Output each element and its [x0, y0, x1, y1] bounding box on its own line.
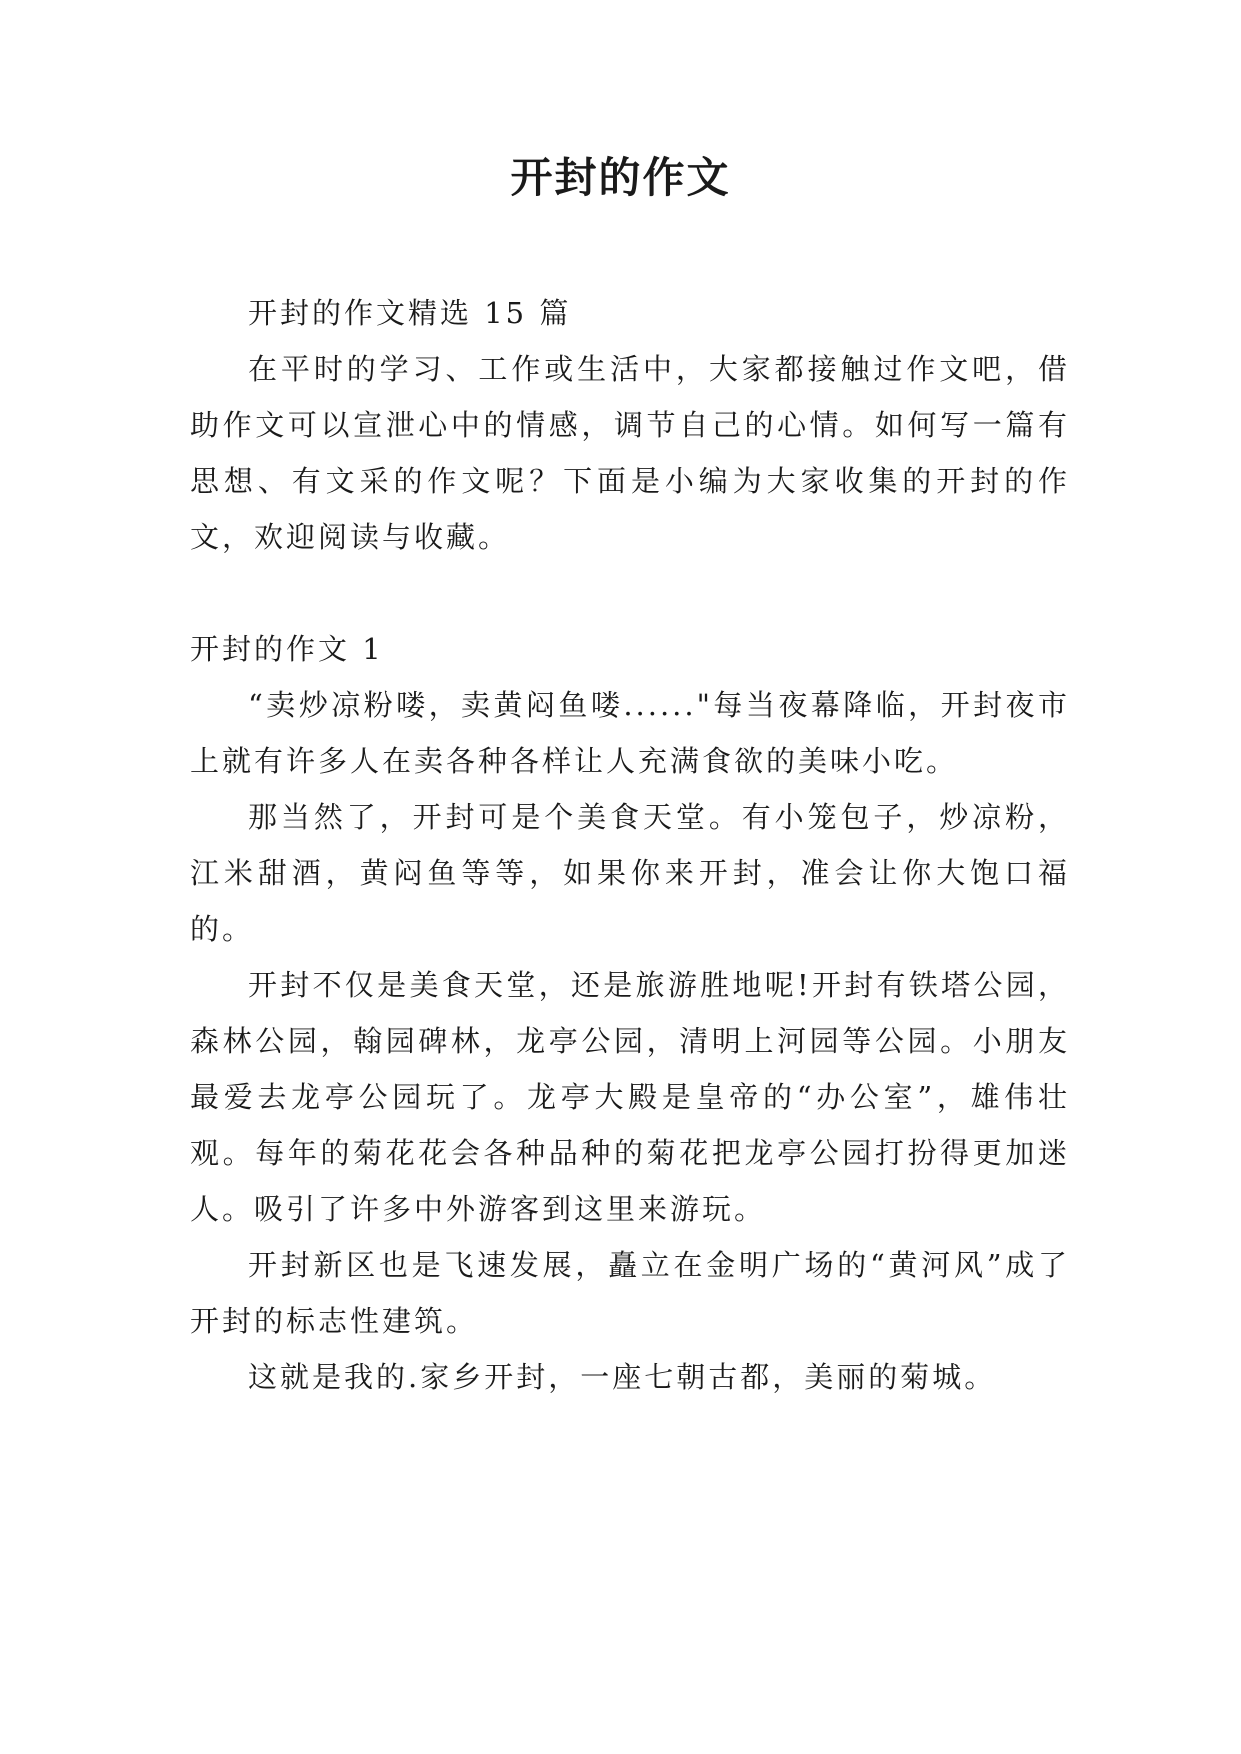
body-paragraph: 开封新区也是飞速发展，矗立在金明广场的“黄河风”成了开封的标志性建筑。	[190, 1248, 1070, 1338]
intro-paragraph: 在平时的学习、工作或生活中，大家都接触过作文吧，借助作文可以宣泄心中的情感，调节自己的心情。如何写一篇有思想、有文采的作文呢？下面是小编为大家收集的开封的作文，欢迎阅读与收藏。	[190, 352, 1070, 554]
section-heading: 开封的作文 1	[190, 632, 384, 666]
body-paragraph: 那当然了，开封可是个美食天堂。有小笼包子，炒凉粉，江米甜酒，黄闷鱼等等，如果你来开封，准会让你大饱口福的。	[190, 800, 1070, 946]
body-paragraph: “卖炒凉粉喽，卖黄闷鱼喽......"每当夜幕降临，开封夜市上就有许多人在卖各种各样让人充满食欲的美味小吃。	[190, 688, 1070, 778]
document-title: 开封的作文	[510, 153, 731, 202]
body-paragraph: 开封不仅是美食天堂，还是旅游胜地呢!开封有铁塔公园，森林公园，翰园碑林，龙亭公园，清明上河园等公园。小朋友最爱去龙亭公园玩了。龙亭大殿是皇帝的“办公室”，雄伟壮观。每年的菊花花会各种品种的菊花把龙亭公园打扮得更加迷人。吸引了许多中外游客到这里来游玩。	[190, 968, 1070, 1226]
body-paragraph: 这就是我的.家乡开封，一座七朝古都，美丽的菊城。	[248, 1360, 997, 1394]
document-body	[190, 285, 1070, 1405]
intro-heading: 开封的作文精选 15 篇	[248, 296, 572, 330]
